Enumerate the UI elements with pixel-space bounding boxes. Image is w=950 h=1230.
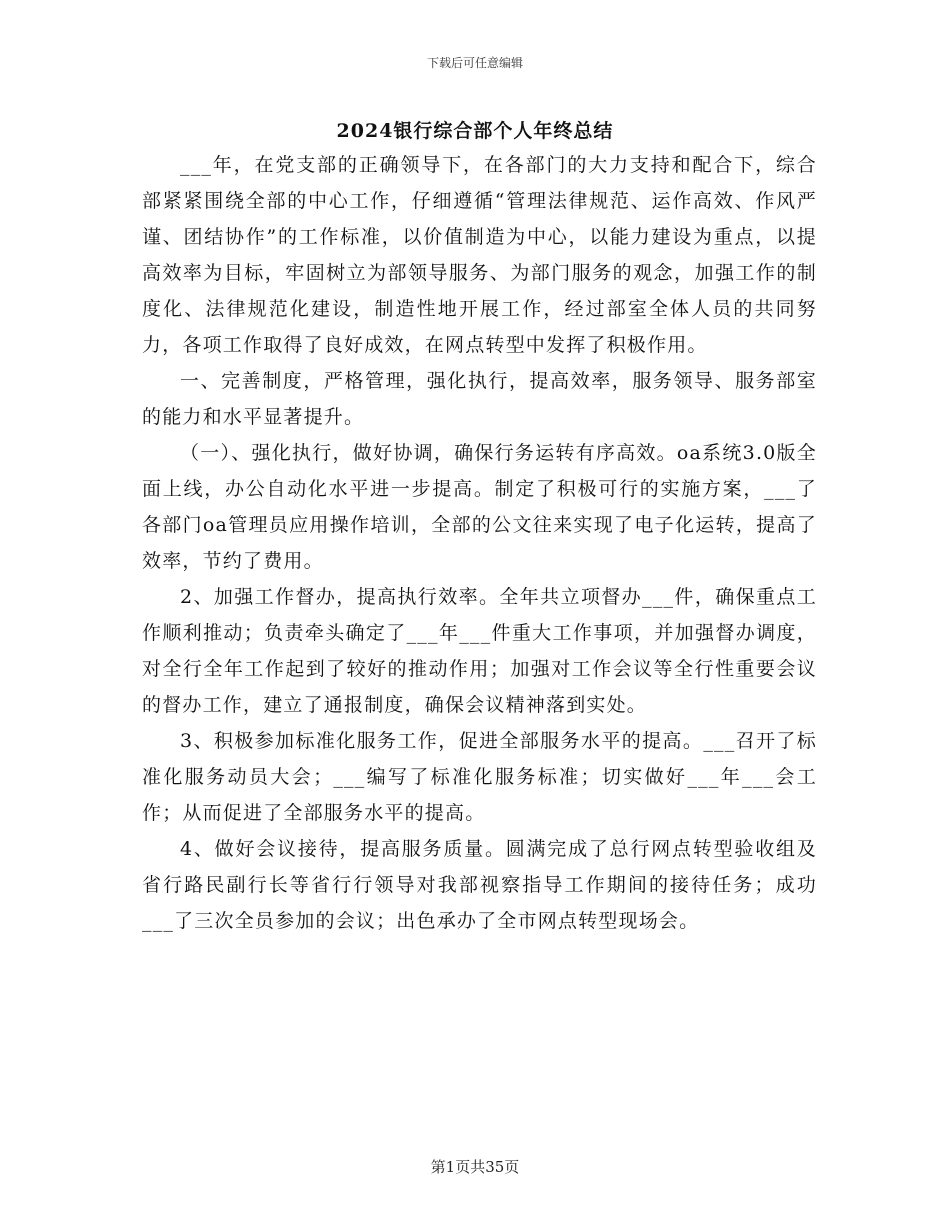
header-note: 下载后可任意编辑: [426, 56, 523, 70]
paragraph-item-2: 2、加强工作督办，提高执行效率。全年共立项督办___件，确保重点工作顺利推动；负责牵头确定了___年___件重大工作事项，并加强督办调度，对全行全年工作起到了较好的推动作用；加强对工作会议等全行性重要会议的督办工作，建立了通报制度，确保会议精神落到实处。: [142, 586, 817, 716]
paragraph-item-1: （一）、强化执行，做好协调，确保行务运转有序高效。oa系统3.0版全面上线，办公自动化水平进一步提高。制定了积极可行的实施方案，___了各部门oa管理员应用操作培训，全部的公文往来实现了电子化运转，提高了效率，节约了费用。: [142, 442, 817, 572]
document-body: [142, 147, 817, 939]
paragraph-section-one-heading: 一、完善制度，严格管理，强化执行，提高效率，服务领导、服务部室的能力和水平显著提升。: [142, 370, 817, 428]
paragraph-item-4: 4、做好会议接待，提高服务质量。圆满完成了总行网点转型验收组及省行路民副行长等省行行领导对我部视察指导工作期间的接待任务；成功___了三次全员参加的会议；出色承办了全市网点转型现场会。: [142, 838, 817, 932]
paragraph-item-3: 3、积极参加标准化服务工作，促进全部服务水平的提高。___召开了标准化服务动员大会；___编写了标准化服务标准；切实做好___年___会工作；从而促进了全部服务水平的提高。: [142, 730, 817, 824]
page-number: 第1页共35页: [430, 1158, 520, 1176]
paragraph-intro: ___年，在党支部的正确领导下，在各部门的大力支持和配合下，综合部紧紧围绕全部的中心工作，仔细遵循“管理法律规范、运作高效、作风严谨、团结协作”的工作标准，以价值制造为中心，以能力建设为重点，以提高效率为目标，牢固树立为部领导服务、为部门服务的观念，加强工作的制度化、法律规范化建设，制造性地开展工作，经过部室全体人员的共同努力，各项工作取得了良好成效，在网点转型中发挥了积极作用。: [142, 154, 817, 356]
document-title: 2024银行综合部个人年终总结: [336, 120, 614, 142]
